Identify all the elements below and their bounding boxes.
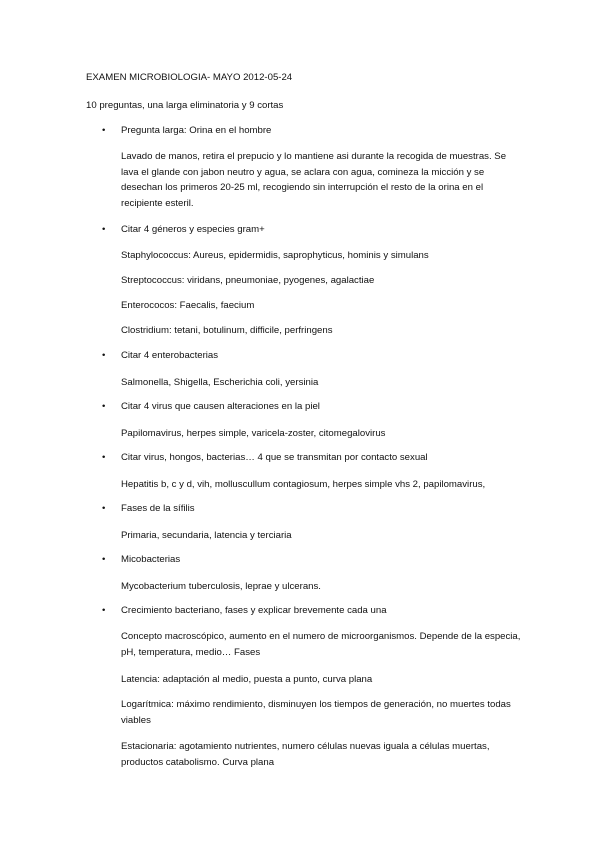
question-1: Pregunta larga: Orina en el hombre (121, 125, 272, 136)
exam-title: EXAMEN MICROBIOLOGIA- MAYO 2012-05-24 (86, 72, 293, 83)
bullet-icon: • (102, 605, 106, 616)
bullet-icon: • (102, 125, 106, 136)
question-2: Citar 4 géneros y especies gram+ (121, 224, 265, 235)
bullet-icon: • (102, 224, 106, 235)
answer-2-4: Clostridium: tetani, botulinum, difficile, perfringens (121, 325, 333, 336)
answer-2-1: Staphylococcus: Aureus, epidermidis, saprophyticus, hominis y simulans (121, 250, 429, 261)
answer-4-1: Papilomavirus, herpes simple, varicela-zoster, citomegalovirus (121, 428, 386, 439)
bullet-icon: • (102, 503, 106, 514)
question-4: Citar 4 virus que causen alteraciones en la piel (121, 401, 320, 412)
answer-5-1: Hepatitis b, c y d, vih, molluscullum contagiosum, herpes simple vhs 2, papilomavirus, (121, 479, 486, 490)
question-7: Micobacterias (121, 554, 181, 565)
question-5: Citar virus, hongos, bacterias… 4 que se transmitan por contacto sexual (121, 452, 428, 463)
answer-6-1: Primaria, secundaria, latencia y terciaria (121, 530, 292, 541)
answer-8-4: Estacionaria: agotamiento nutrientes, numero células nuevas iguala a células muertas, productos catabolismo. Curva plana (121, 741, 490, 768)
answer-8-2: Latencia: adaptación al medio, puesta a punto, curva plana (121, 674, 373, 685)
exam-intro: 10 preguntas, una larga eliminatoria y 9 cortas (86, 100, 284, 111)
answer-3-1: Salmonella, Shigella, Escherichia coli, yersinia (121, 377, 319, 388)
bullet-icon: • (102, 401, 106, 412)
bullet-icon: • (102, 554, 106, 565)
answer-7-1: Mycobacterium tuberculosis, leprae y ulcerans. (121, 581, 321, 592)
answer-1-1: Lavado de manos, retira el prepucio y lo mantiene asi durante la recogida de muestras. Se lava el glande con jabon neutro y agua, se aclara con agua, comineza la micción y se desechan los primeros 20-25 ml, recogiendo sin interrupción el resto de la orina en el recipiente esteril. (121, 151, 507, 209)
bullet-icon: • (102, 452, 106, 463)
answer-2-3: Enterococos: Faecalis, faecium (121, 300, 255, 311)
answer-2-2: Streptococcus: viridans, pneumoniae, pyogenes, agalactiae (121, 275, 375, 286)
answer-8-1: Concepto macroscópico, aumento en el numero de microorganismos. Depende de la especia, pH, temperatura, medio… Fases (121, 631, 521, 658)
question-8: Crecimiento bacteriano, fases y explicar brevemente cada una (121, 605, 387, 616)
question-6: Fases de la sífilis (121, 503, 195, 514)
answer-8-3: Logarítmica: máximo rendimiento, disminuyen los tiempos de generación, no muertes todas viables (121, 699, 511, 726)
bullet-icon: • (102, 350, 106, 361)
question-3: Citar 4 enterobacterias (121, 350, 219, 361)
